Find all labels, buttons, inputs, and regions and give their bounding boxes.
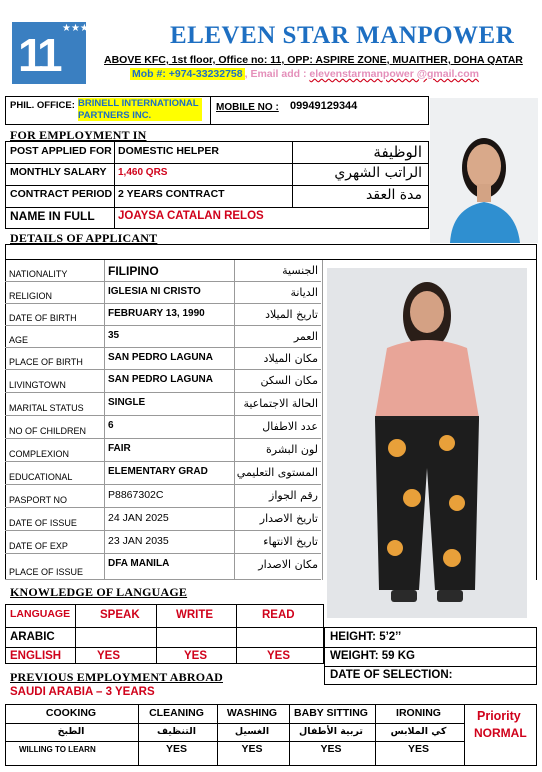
details-row [5, 416, 321, 439]
skill-value: YES [165, 743, 187, 755]
contract-period-value: 2 YEARS CONTRACT [118, 188, 225, 200]
details-label: COMPLEXION [9, 449, 70, 459]
skill-header: COOKING [45, 707, 97, 719]
english-speak: YES [97, 650, 121, 662]
lang-header-speak: SPEAK [100, 609, 140, 621]
details-arabic-label: عدد الاطفال [262, 420, 318, 433]
details-arabic-label: الحالة الاجتماعية [243, 397, 318, 410]
details-value: SAN PEDRO LAGUNA [108, 374, 214, 385]
section-details: DETAILS OF APPLICANT [10, 231, 158, 245]
details-arabic-label: تاريخ الانتهاء [263, 535, 318, 548]
monthly-salary-value: 1,460 QRS [118, 167, 168, 178]
skill-value: WILLING TO LEARN [19, 745, 96, 754]
mobile-number: Mob #: +974-33232758 [132, 68, 243, 80]
company-name: ELEVEN STAR MANPOWER [170, 22, 515, 49]
applicant-portrait-photo [430, 98, 538, 243]
details-row [5, 554, 321, 580]
email-label: Email add : [250, 68, 307, 80]
office-name: BRINELL INTERNATIONAL PARTNERS INC. [78, 98, 202, 121]
details-value: ELEMENTARY GRAD [108, 466, 208, 477]
details-value: SINGLE [108, 397, 146, 408]
details-row [5, 370, 321, 393]
details-value: 6 [108, 420, 114, 431]
details-label: MARITAL STATUS [9, 403, 84, 413]
details-arabic-label: تاريخ الاصدار [259, 512, 318, 525]
logo-stars: ★★★★★★★★★★★ [62, 23, 161, 34]
details-arabic-label: لون البشرة [266, 443, 318, 456]
details-label: AGE [9, 335, 29, 345]
post-applied-arabic: الوظيفة [373, 143, 422, 161]
details-value: 23 JAN 2035 [108, 535, 169, 547]
office-label: PHIL. OFFICE: [10, 100, 75, 111]
details-row [5, 393, 321, 416]
skill-arabic: الغسيل [234, 726, 270, 737]
details-arabic-label: الديانة [290, 286, 318, 299]
details-arabic-label: رقم الجواز [269, 489, 318, 502]
lang-row-english: ENGLISH [10, 650, 62, 662]
section-previous-employment: PREVIOUS EMPLOYMENT ABROAD [10, 670, 223, 684]
details-arabic-label: مكان السكن [260, 374, 318, 387]
details-arabic-label: العمر [293, 330, 318, 343]
details-label: RELIGION [9, 291, 53, 301]
email-address[interactable]: elevenstarmanpower @gmail.com [309, 68, 479, 80]
company-address: ABOVE KFC, 1st floor, Office no: 11, OPP: ASPIRE ZONE, MUAITHER, DOHA QATAR [104, 54, 523, 66]
details-label: PASPORT NO [9, 495, 68, 505]
mobile-label: MOBILE NO : [216, 102, 279, 113]
details-value: P8867302C [108, 489, 164, 501]
details-row [5, 439, 321, 462]
details-row [5, 508, 321, 531]
details-arabic-label: الجنسية [282, 264, 318, 277]
details-label: DATE OF ISSUE [9, 518, 77, 528]
details-arabic-label: مكان الميلاد [263, 352, 318, 365]
details-header-bar [5, 244, 537, 260]
mobile-value: 09949129344 [290, 100, 358, 112]
details-label: DATE OF EXP [9, 541, 68, 551]
details-value: DFA MANILA [108, 558, 170, 569]
lang-header-language: LANGUAGE [10, 608, 71, 620]
details-label: DATE OF BIRTH [9, 313, 77, 323]
details-row [5, 485, 321, 508]
details-row [5, 282, 321, 304]
portrait-illustration [430, 98, 538, 243]
details-value: FEBRUARY 13, 1990 [108, 308, 205, 319]
previous-employment-value: SAUDI ARABIA – 3 YEARS [10, 686, 155, 698]
full-body-illustration [327, 268, 527, 618]
contract-period-label: CONTRACT PERIOD [10, 188, 113, 200]
details-label: EDUCATIONAL [9, 472, 73, 482]
lang-row-arabic: ARABIC [10, 631, 55, 643]
details-arabic-label: مكان الاصدار [258, 558, 318, 571]
post-applied-label: POST APPLIED FOR [10, 145, 112, 157]
full-name-label: NAME IN FULL [10, 209, 95, 223]
full-name-value: JOAYSA CATALAN RELOS [118, 210, 264, 222]
details-value: 35 [108, 330, 120, 341]
english-read: YES [267, 650, 291, 662]
details-arabic-label: تاريخ الميلاد [265, 308, 318, 321]
monthly-salary-arabic: الراتب الشهري [334, 165, 422, 181]
details-value: FAIR [108, 443, 131, 454]
skill-header: IRONING [396, 707, 441, 719]
monthly-salary-label: MONTHLY SALARY [10, 166, 107, 178]
english-write: YES [184, 650, 208, 662]
post-applied-value: DOMESTIC HELPER [118, 145, 219, 157]
date-of-selection: DATE OF SELECTION: [330, 669, 453, 681]
details-row [5, 348, 321, 370]
skill-arabic: كي الملابس [390, 726, 447, 737]
details-label: NATIONALITY [9, 269, 68, 279]
section-language: KNOWLEDGE OF LANGUAGE [10, 585, 188, 599]
details-row [5, 531, 321, 554]
details-value: SAN PEDRO LAGUNA [108, 352, 214, 363]
details-label: PLACE OF BIRTH [9, 357, 83, 367]
details-value: IGLESIA NI CRISTO [108, 286, 201, 297]
skill-value: YES [320, 743, 342, 755]
company-logo [12, 22, 161, 84]
lang-header-read: READ [262, 609, 295, 621]
skill-arabic: تربية الأطفال [299, 726, 363, 737]
skill-header: WASHING [226, 707, 278, 719]
weight-value: WEIGHT: 59 KG [330, 650, 415, 662]
contract-period-arabic: مدة العقد [366, 187, 422, 203]
details-row [5, 260, 321, 282]
details-label: LIVINGTOWN [9, 380, 66, 390]
details-label: PLACE OF ISSUE [9, 567, 84, 577]
contact-line: Mob #: +974-33232758 , Email add : elevenstarmanpower @gmail.com [132, 68, 479, 80]
skill-value: YES [241, 743, 263, 755]
lang-header-write: WRITE [176, 609, 214, 621]
details-value: FILIPINO [108, 264, 159, 278]
section-employment: FOR EMPLOYMENT IN [10, 128, 147, 142]
height-value: HEIGHT: 5’2’’ [330, 631, 402, 643]
priority-label: Priority [477, 709, 521, 723]
details-label: NO OF CHILDREN [9, 426, 87, 436]
details-row [5, 326, 321, 348]
details-arabic-label: المستوى التعليمي [236, 466, 318, 479]
skill-arabic: التنظيف [156, 726, 197, 737]
applicant-full-body-photo [327, 268, 527, 618]
details-row [5, 462, 321, 485]
details-row [5, 304, 321, 326]
details-value: 24 JAN 2025 [108, 512, 169, 524]
logo-number: 11 [18, 29, 59, 81]
skill-header: CLEANING [149, 707, 204, 719]
skill-header: BABY SITTING [294, 707, 368, 719]
skill-arabic: الطبخ [57, 726, 85, 737]
skill-value: YES [407, 743, 429, 755]
priority-value: NORMAL [474, 726, 527, 740]
